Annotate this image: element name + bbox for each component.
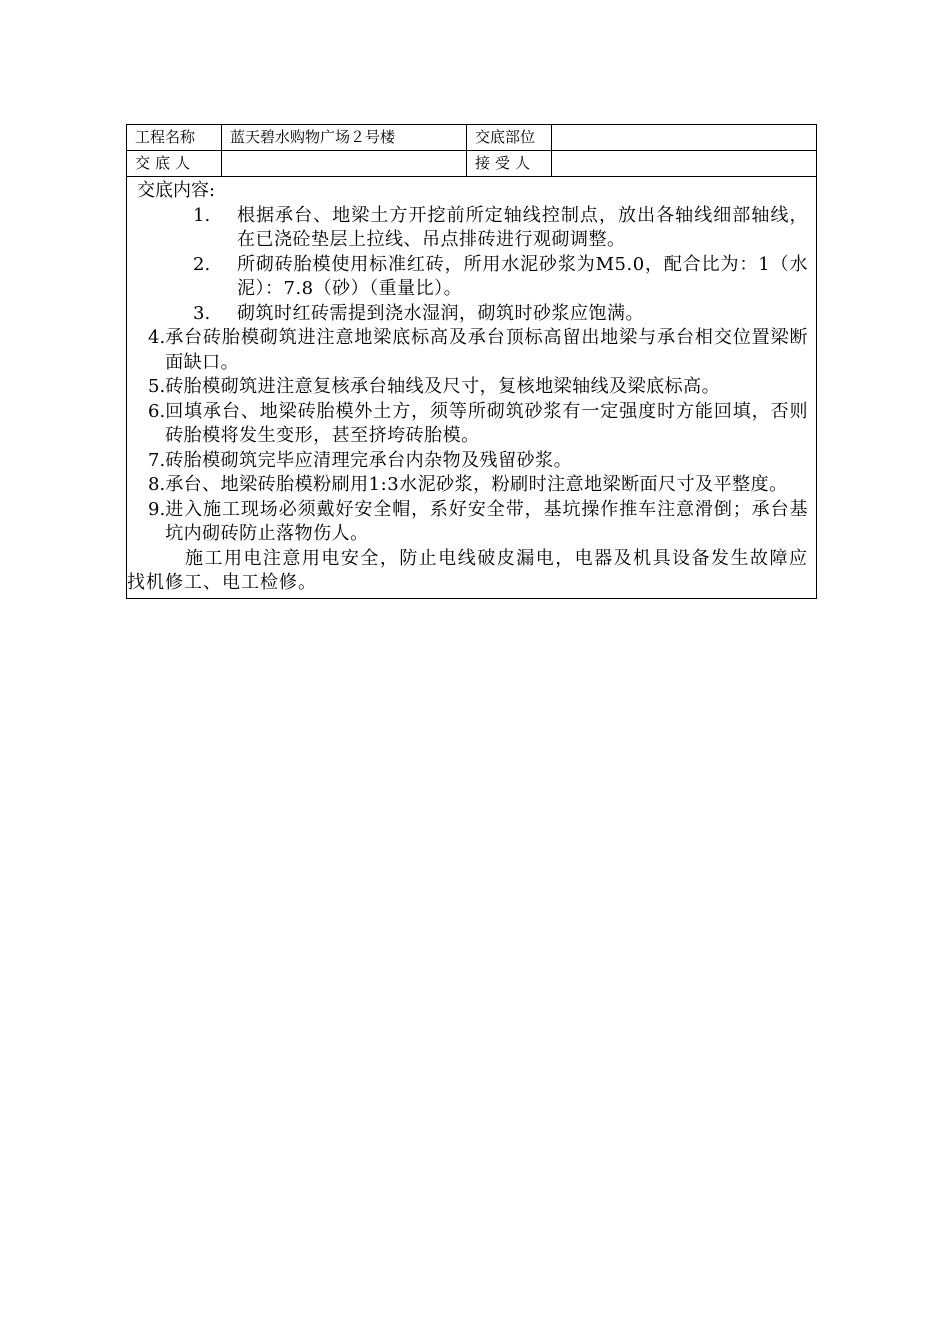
list-item [127,253,808,302]
presenter-value [222,151,467,177]
list-item [127,375,808,400]
project-name-value: 蓝天碧水购物广场２号楼 [222,125,467,151]
list-item-text: 根据承台、地梁土方开挖前所定轴线控制点，放出各轴线细部轴线，在已浇砼垫层上拉线、吊点排砖进行观砌调整。 [237,204,808,250]
list-item [127,498,808,547]
list-item-number: 4. [148,327,166,348]
list-item-number: 9. [148,498,166,520]
disclosure-form-table [126,124,817,599]
list-item-number: 8. [148,474,166,495]
list-item-number: 7. [148,449,166,471]
receiver-value [552,151,817,177]
list-item [127,400,808,449]
list-item [127,449,808,474]
list-item-text: 所砌砖胎模使用标准红砖，所用水泥砂浆为M5.0，配合比为：1（水泥）：7.8（砂）（重量比）。 [237,253,808,299]
receiver-label: 接受人 [467,151,552,177]
project-name-label: 工程名称 [127,125,222,151]
location-label: 交底部位 [467,125,552,151]
closing-paragraph: 施工用电注意用电安全，防止电线破皮漏电，电器及机具设备发生故障应找机修工、电工检修。 [127,547,808,593]
list-item [127,326,808,375]
list-item-text: 进入施工现场必须戴好安全帽，系好安全带，基坑操作推车注意滑倒；承台基坑内砌砖防止落物伤人。 [165,498,808,544]
list-item [127,204,808,253]
list-item-text: 承台砖胎模砌筑进注意地梁底标高及承台顶标高留出地梁与承台相交位置梁断面缺口。 [165,327,808,373]
content-row [127,177,817,599]
list-item-text: 砖胎模砌筑进注意复核承台轴线及尺寸，复核地梁轴线及梁底标高。 [165,376,721,397]
list-item-number: 6. [148,400,166,422]
disclosure-content [127,177,816,598]
list-item-number: 1. [193,204,211,226]
list-item-text: 砖胎模砌筑完毕应清理完承台内杂物及残留砂浆。 [165,449,573,471]
list-item [127,302,808,327]
presenter-label: 交底人 [127,151,222,177]
location-value [552,125,817,151]
header-row-project [127,125,817,151]
list-item-text: 承台、地梁砖胎模粉刷用1:3水泥砂浆，粉刷时注意地梁断面尺寸及平整度。 [165,474,788,495]
list-item-number: 2. [193,253,211,275]
header-row-people [127,151,817,177]
list-item [127,473,808,498]
list-item-number: 3. [193,302,211,324]
content-title: 交底内容: [137,180,216,201]
content-cell [127,177,817,599]
list-item-number: 5. [148,376,166,397]
list-item-text: 回填承台、地梁砖胎模外土方，须等所砌筑砂浆有一定强度时方能回填，否则砖胎模将发生变形，甚至挤垮砖胎模。 [165,400,808,446]
list-item-text: 砌筑时红砖需提到浇水湿润，砌筑时砂浆应饱满。 [237,302,644,324]
